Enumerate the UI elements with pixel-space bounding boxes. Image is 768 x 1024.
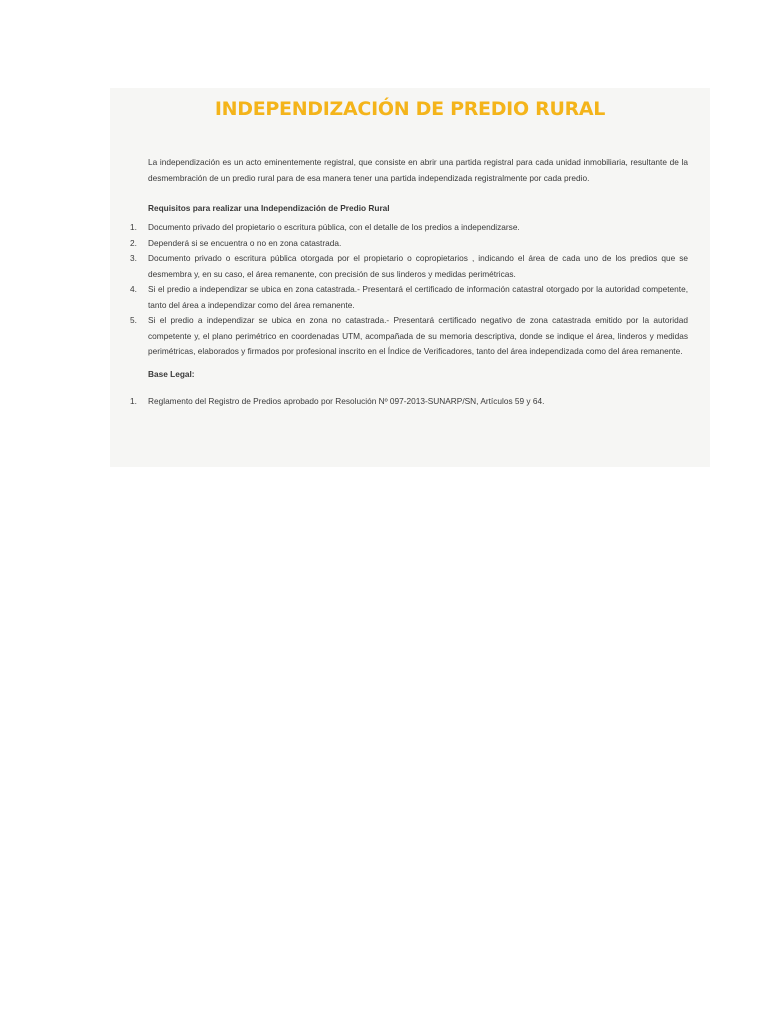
intro-paragraph: La independización es un acto eminentemente registral, que consiste en abrir una partida registral para cada unidad inmobiliaria, resultante de la desmembración de un predio rural para de esa manera tener una partida independizada registralmente por cada predio. — [148, 157, 688, 183]
requirements-heading: Requisitos para realizar una Independización de Predio Rural — [148, 203, 390, 213]
list-item-text: Si el predio a independizar se ubica en zona catastrada.- Presentará el certificado de información catastral otorgado por la autoridad competente, tanto del área a independizar como del área remanente. — [148, 284, 688, 310]
list-number: 3. — [130, 253, 137, 263]
legal-heading: Base Legal: — [148, 368, 195, 379]
document-body — [130, 154, 688, 409]
list-number: 4. — [130, 284, 137, 294]
list-number: 1. — [130, 222, 137, 232]
list-number: 2. — [130, 237, 137, 248]
document-title: INDEPENDIZACIÓN DE PREDIO RURAL — [214, 98, 606, 120]
list-item-text: Reglamento del Registro de Predios aprobado por Resolución Nº 097-2013-SUNARP/SN, Artículos 59 y 64. — [148, 395, 545, 406]
document-card — [110, 88, 710, 467]
list-item — [130, 313, 688, 360]
requirements-list — [130, 220, 688, 360]
list-item — [130, 394, 688, 410]
list-item — [130, 282, 688, 313]
list-item — [130, 251, 688, 282]
list-number: 5. — [130, 315, 137, 325]
list-item-text: Documento privado o escritura pública otorgada por el propietario o copropietarios , indicando el área de cada uno de los predios que se desmembra y, en su caso, el área remanente, con precisión de sus linderos y medidas perimétricas. — [148, 253, 688, 279]
list-item-text: Dependerá si se encuentra o no en zona catastrada. — [148, 237, 342, 248]
list-item-text: Documento privado del propietario o escritura pública, con el detalle de los predios a independizarse. — [148, 222, 520, 232]
list-number: 1. — [130, 395, 137, 406]
list-item-text: Si el predio a independizar se ubica en zona no catastrada.- Presentará certificado negativo de zona catastrada emitido por la autoridad competente y, el plano perimétrico en coordenadas UTM, acompañada de su memoria descriptiva, donde se indique el área, linderos y medidas perimétricas, elaborados y firmados por profesional inscrito en el Índice de Verificadores, tanto del área independizada como del área remanente. — [148, 315, 688, 356]
list-item — [130, 220, 688, 236]
list-item — [130, 236, 688, 252]
legal-list — [130, 394, 688, 410]
